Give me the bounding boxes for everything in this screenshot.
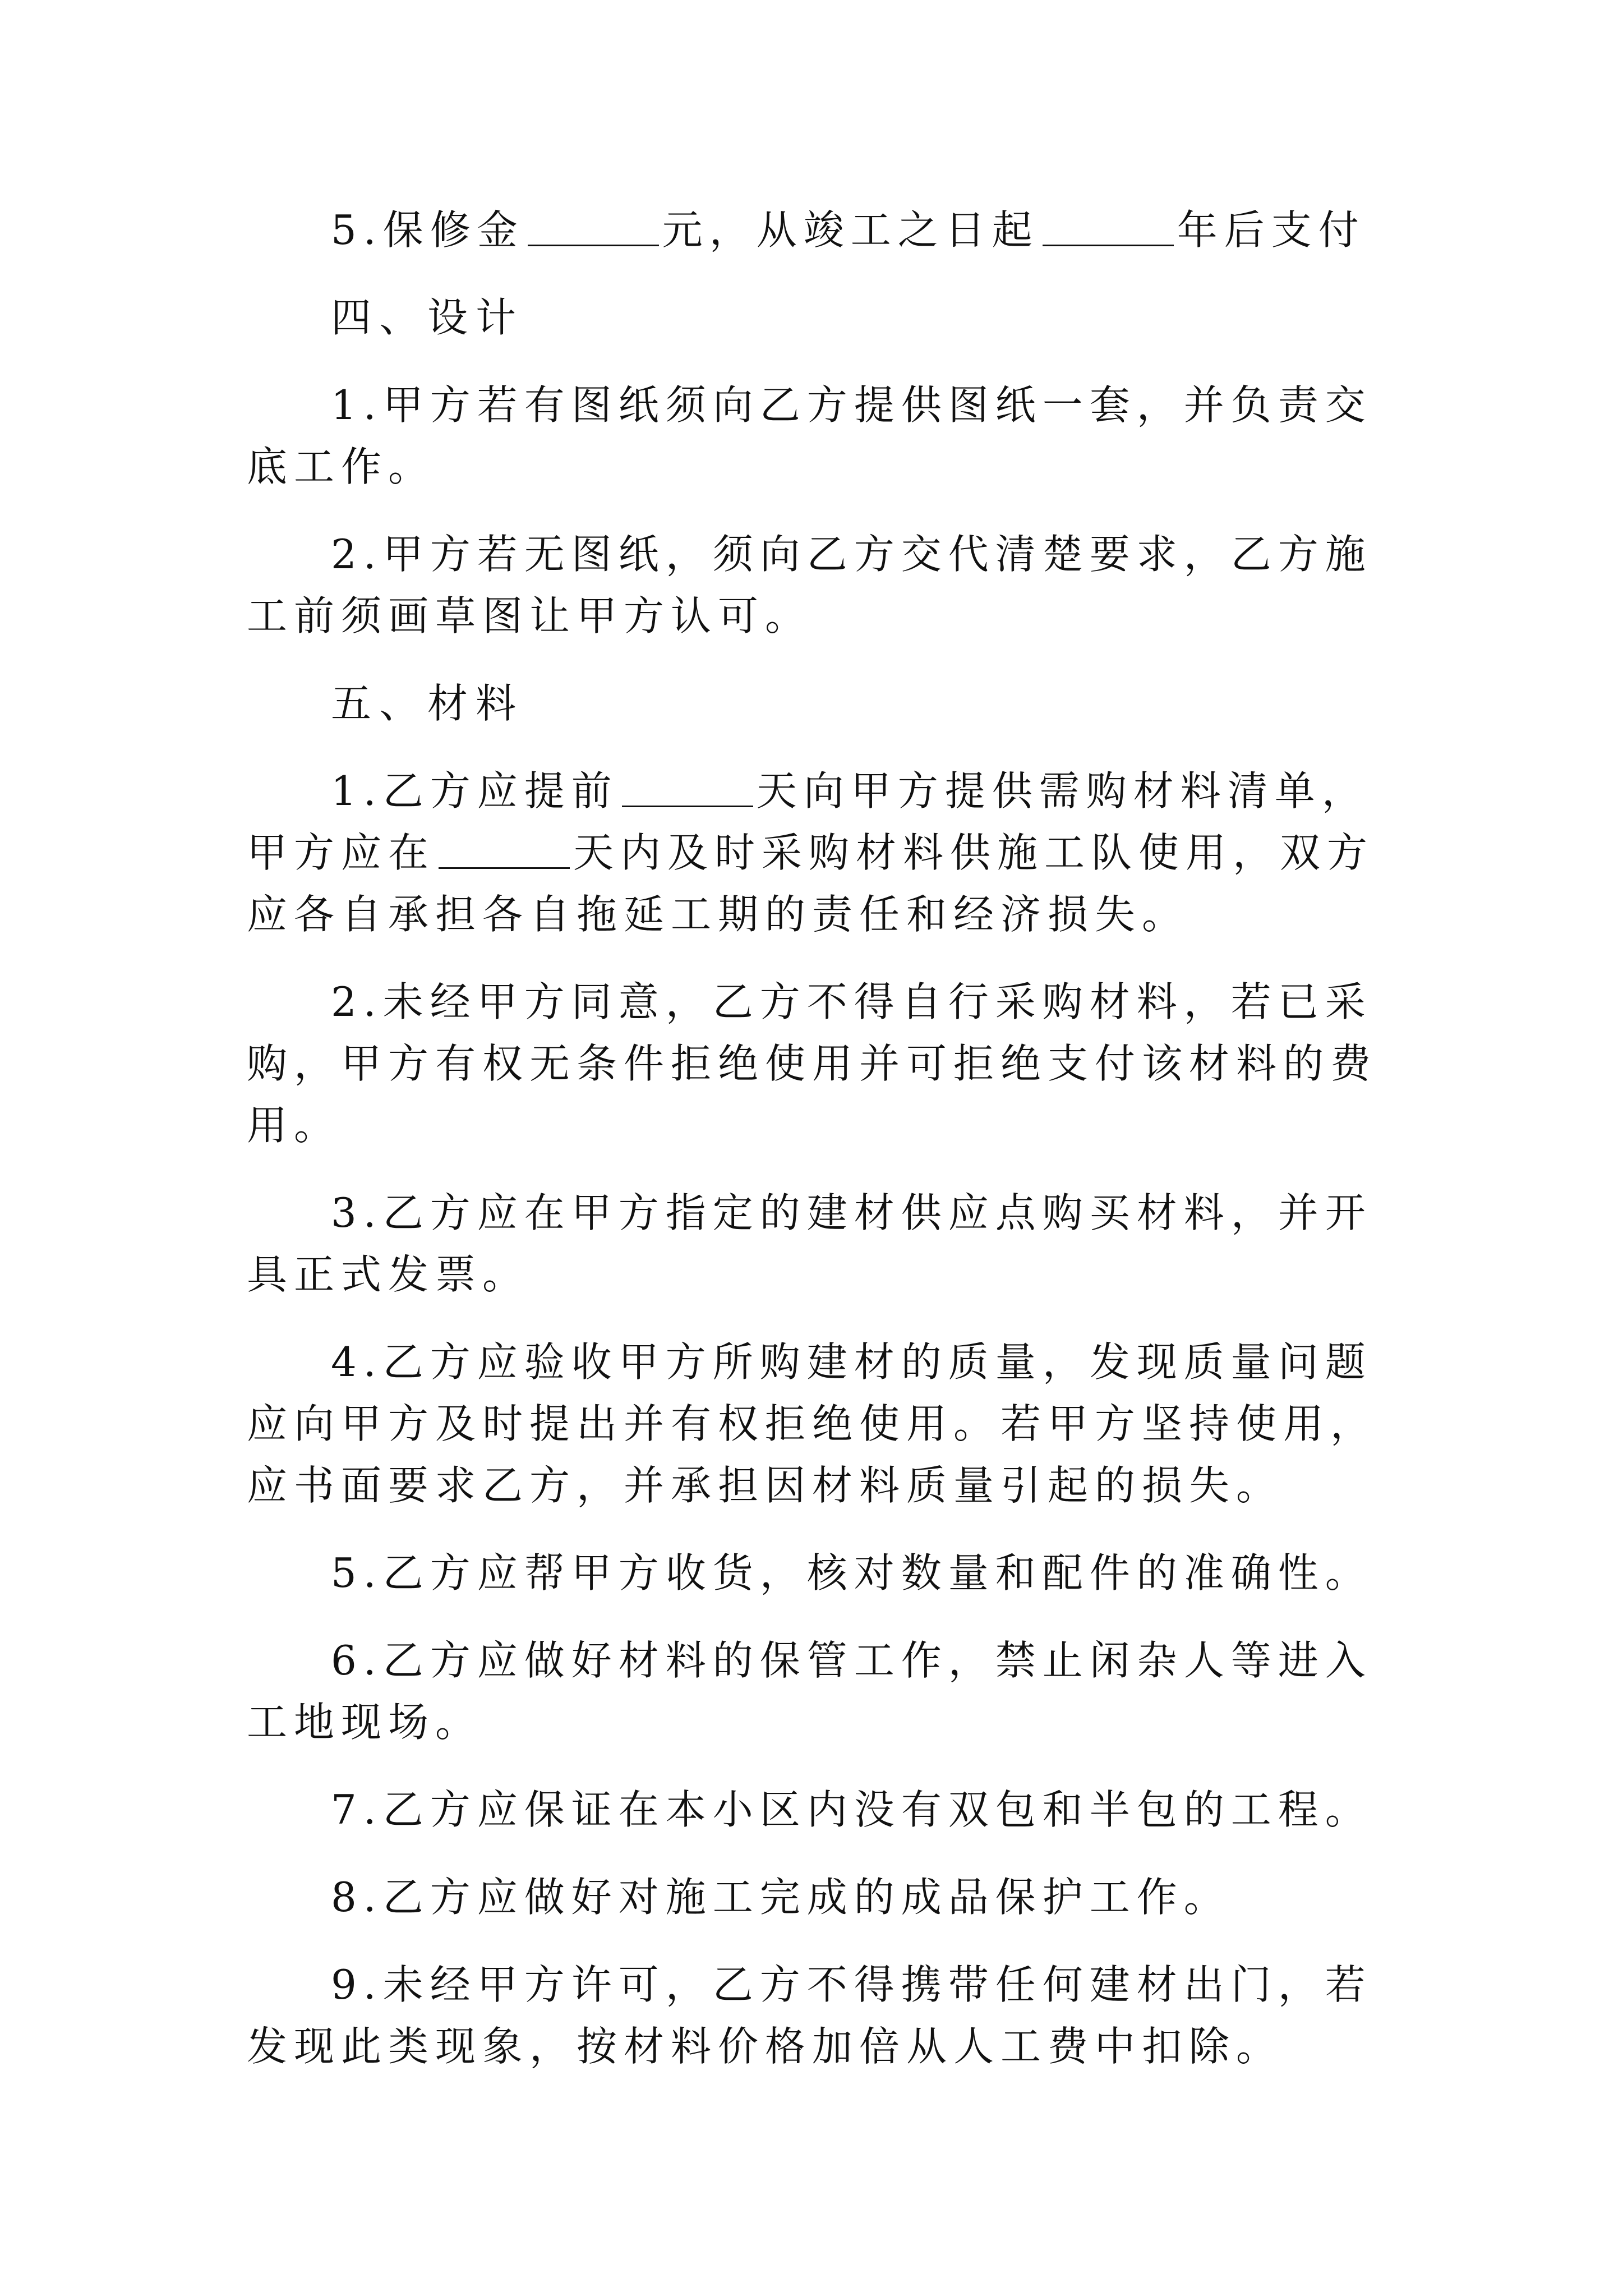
clause-materials-8: 8.乙方应做好对施工完成的成品保护工作。 — [331, 1874, 1231, 1921]
section-heading-materials: 五、材料 — [331, 680, 524, 727]
clause-materials-1 — [247, 760, 1391, 945]
clause-warranty-deposit — [247, 199, 1391, 261]
blank-years — [1043, 205, 1174, 246]
clause-materials-2: 2.未经甲方同意，乙方不得自行采购材料，若已采购，甲方有权无条件拒绝使用并可拒绝支付该材料的费用。 — [247, 978, 1378, 1149]
clause-materials-9: 9.未经甲方许可，乙方不得携带任何建材出门，若发现此类现象，按材料价格加倍从人工费中扣除。 — [247, 1961, 1372, 2070]
section-heading-design: 四、设计 — [331, 294, 524, 341]
blank-amount — [528, 205, 659, 246]
clause-materials-5: 5.乙方应帮甲方收货，核对数量和配件的准确性。 — [331, 1549, 1372, 1596]
clause-design-1: 1.甲方若有图纸须向乙方提供图纸一套，并负责交底工作。 — [247, 381, 1372, 490]
blank-days-advance — [622, 766, 753, 807]
clause-design-2: 2.甲方若无图纸，须向乙方交代清楚要求，乙方施工前须画草图让甲方认可。 — [247, 531, 1372, 639]
clause-materials-4: 4.乙方应验收甲方所购建材的质量，发现质量问题应向甲方及时提出并有权拒绝使用。若甲方坚持使用，应书面要求乙方，并承担因材料质量引起的损失。 — [247, 1338, 1378, 1509]
clause-text: 天内及时采购材料供施工队使用，双方应各自承担各自拖延工期的责任和经济损失。 — [247, 829, 1375, 938]
clause-text: 元，从竣工之日起 — [662, 206, 1039, 254]
clause-materials-3: 3.乙方应在甲方指定的建材供应点购买材料，并开具正式发票。 — [247, 1189, 1372, 1298]
clause-text: 1.乙方应提前 — [331, 767, 619, 815]
document-body — [247, 199, 1391, 2103]
blank-days-purchase — [439, 828, 570, 869]
clause-materials-7: 7.乙方应保证在本小区内没有双包和半包的工程。 — [331, 1786, 1372, 1833]
clause-text: 年后支付 — [1177, 206, 1366, 254]
clause-text: 5.保修金 — [331, 206, 524, 254]
clause-materials-6: 6.乙方应做好材料的保管工作，禁止闲杂人等进入工地现场。 — [247, 1637, 1372, 1746]
clause-text: 天向甲方提供需购材料清单，甲方应在 — [247, 767, 1369, 876]
